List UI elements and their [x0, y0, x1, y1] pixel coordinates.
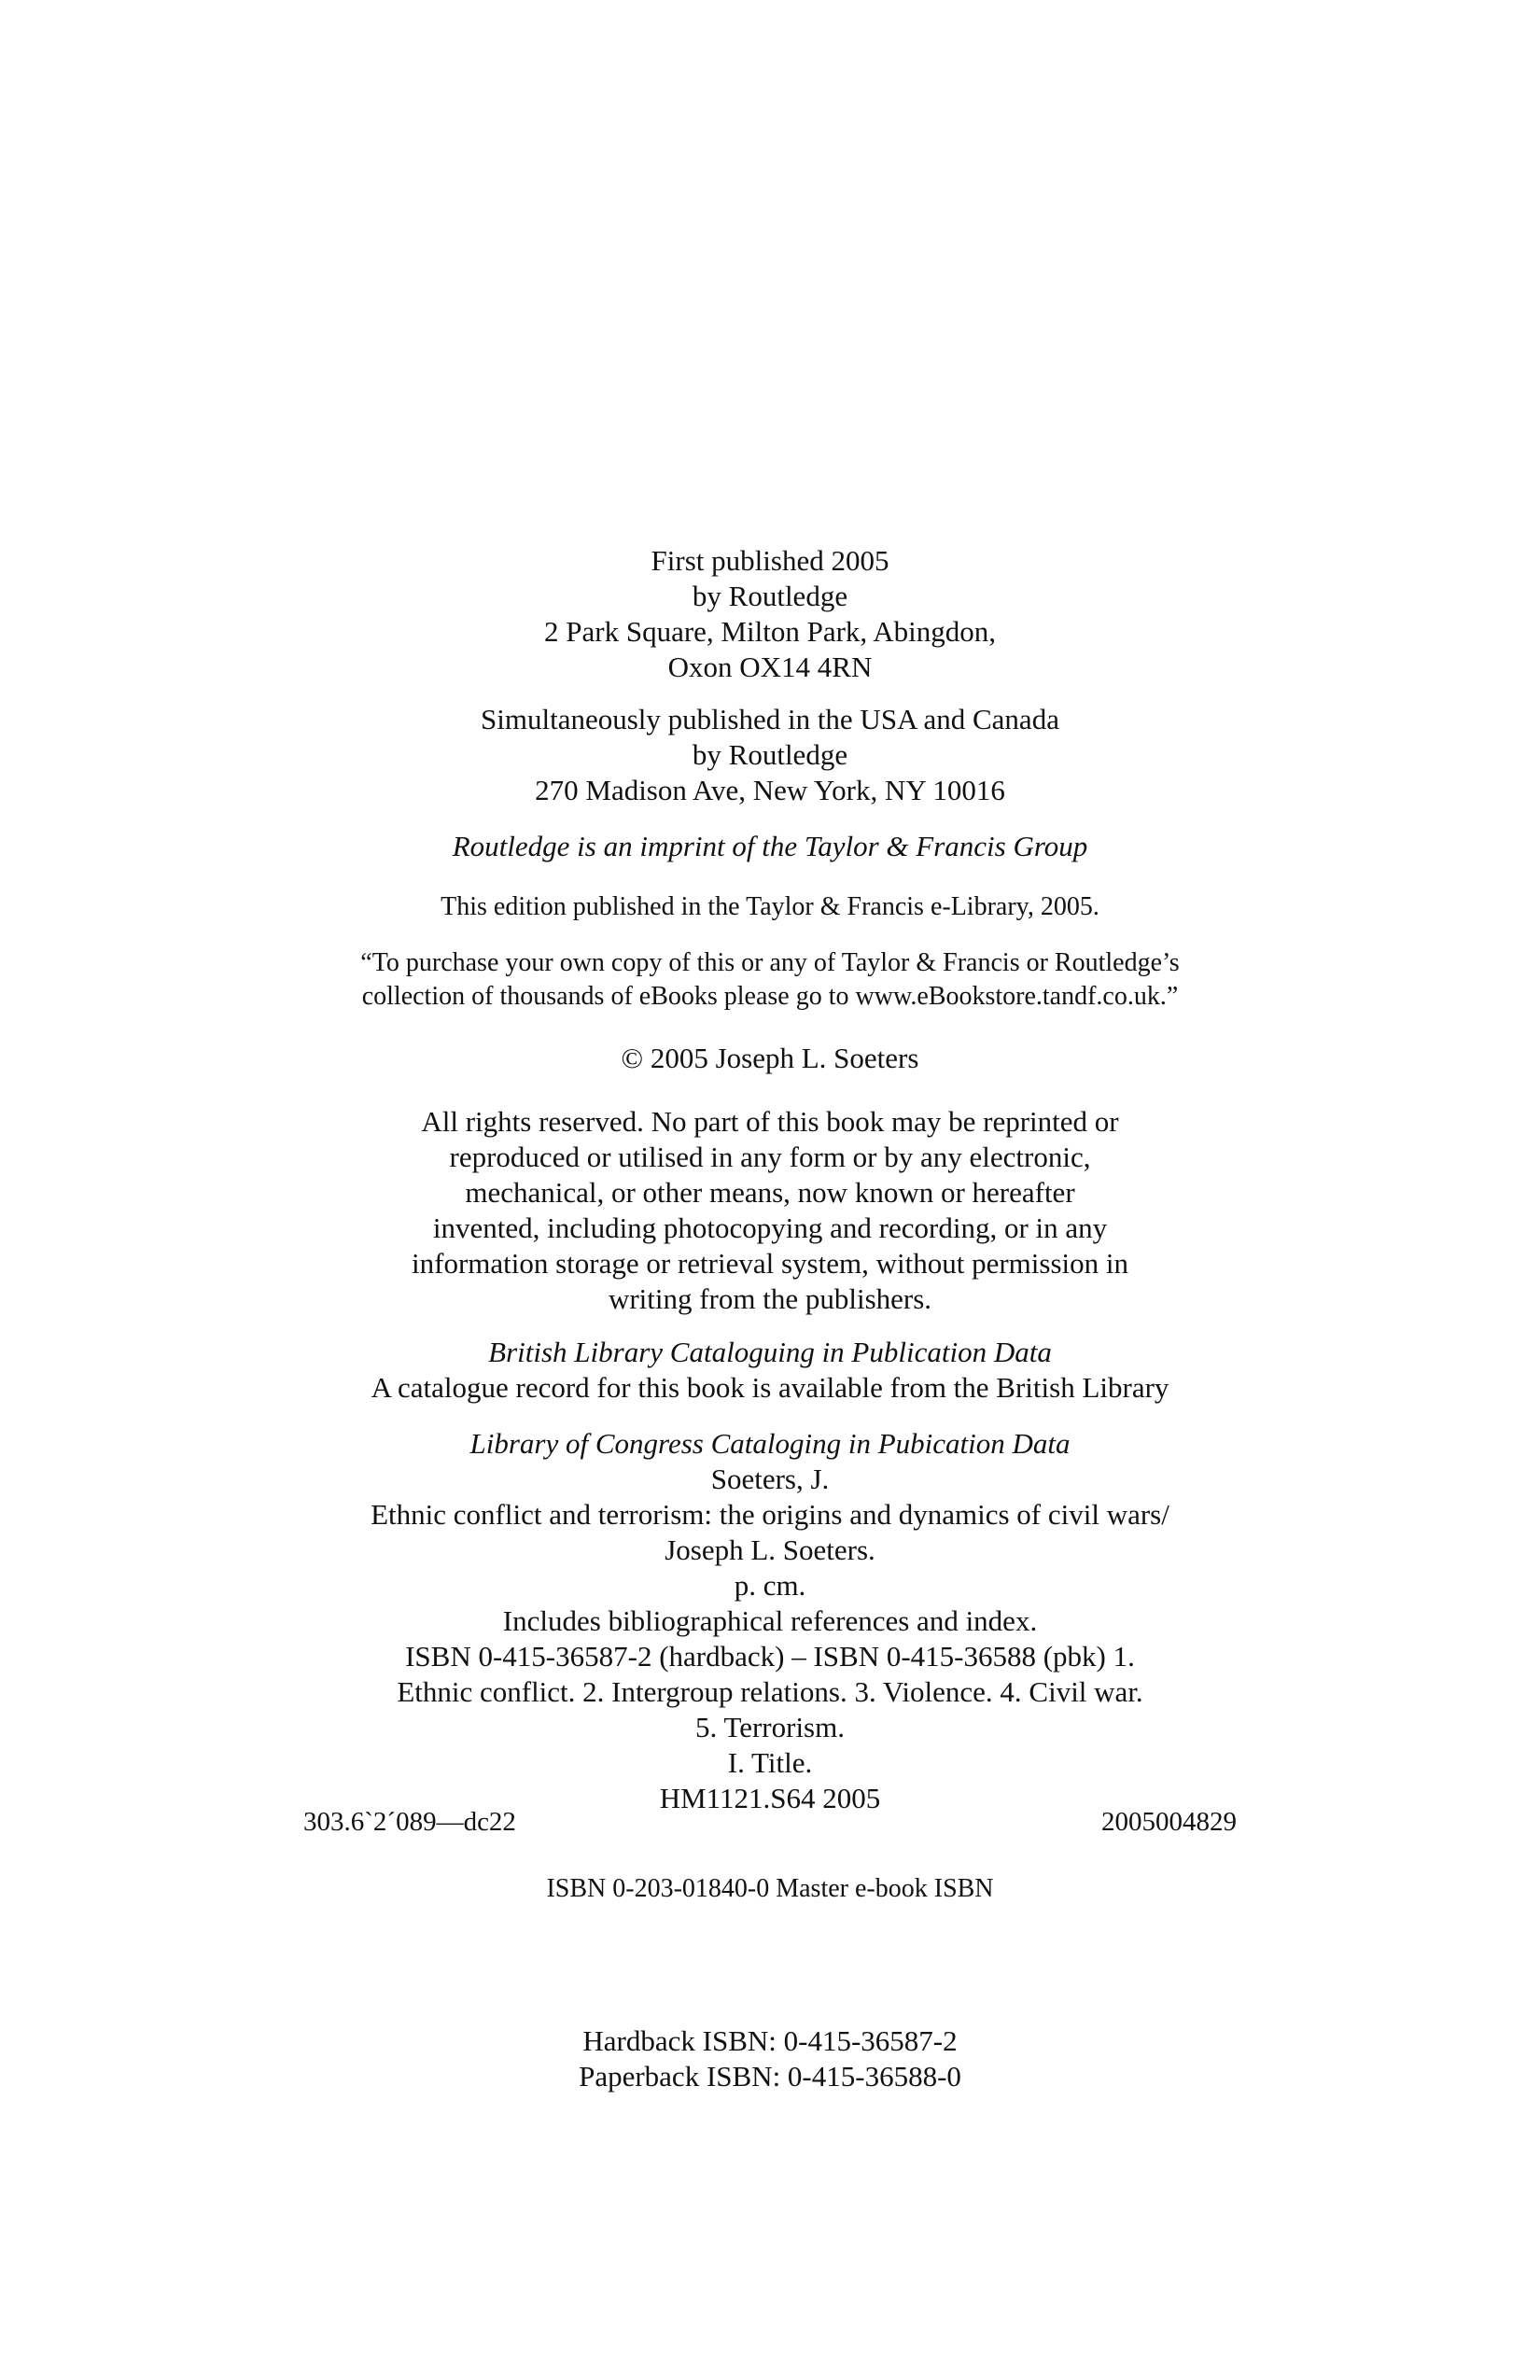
- copyright-line: © 2005 Joseph L. Soeters: [621, 1042, 919, 1074]
- rights-line-4: invented, including photocopying and recording, or in any: [432, 1211, 1108, 1244]
- loc-line-call-number: HM1121.S64 2005: [659, 1782, 881, 1814]
- copyright-notice: [271, 1041, 1269, 1076]
- first-published-block: [271, 543, 1269, 685]
- lccn-number: 2005004829: [1101, 1807, 1237, 1837]
- rights-line-3: mechanical, or other means, now known or hereafter: [465, 1176, 1075, 1209]
- purchase-note: [271, 946, 1269, 1014]
- hardback-isbn: Hardback ISBN: 0-415-36587-2: [582, 2024, 958, 2057]
- dewey-classification: 303.6`2´089—dc22: [303, 1807, 516, 1837]
- rights-line-5: information storage or retrieval system, without permission in: [412, 1247, 1128, 1280]
- library-of-congress-block: [271, 1426, 1269, 1816]
- address-line: 2 Park Square, Milton Park, Abingdon,: [544, 615, 996, 648]
- ebook-isbn-line: ISBN 0-203-01840-0 Master e-book ISBN: [546, 1874, 994, 1903]
- imprint-note: [271, 829, 1269, 864]
- us-address-line: 270 Madison Ave, New York, NY 10016: [535, 774, 1005, 806]
- rights-statement: [271, 1104, 1269, 1317]
- simultaneous-publication-block: [271, 702, 1269, 808]
- loc-line-pages: p. cm.: [734, 1569, 806, 1602]
- rights-line-6: writing from the publishers.: [608, 1282, 932, 1315]
- edition-line: This edition published in the Taylor & Francis e-Library, 2005.: [441, 892, 1099, 921]
- british-library-heading: British Library Cataloguing in Publication Data: [488, 1336, 1052, 1368]
- purchase-line-2: collection of thousands of eBooks please go to www.eBookstore.tandf.co.uk.”: [361, 982, 1179, 1011]
- loc-line-subjects: Ethnic conflict. 2. Intergroup relations. 3. Violence. 4. Civil war.: [397, 1675, 1143, 1708]
- rights-line-2: reproduced or utilised in any form or by any electronic,: [449, 1141, 1091, 1173]
- isbn-list: [271, 2023, 1269, 2094]
- ebook-isbn-block: [271, 1871, 1269, 1907]
- loc-line-isbn: ISBN 0-415-36587-2 (hardback) – ISBN 0-415-36588 (pbk) 1.: [405, 1640, 1135, 1673]
- loc-line-author: Soeters, J.: [710, 1463, 830, 1495]
- postcode-line: Oxon OX14 4RN: [667, 651, 873, 683]
- loc-heading: Library of Congress Cataloging in Pubication Data: [469, 1427, 1071, 1460]
- loc-line-author-full: Joseph L. Soeters.: [665, 1533, 875, 1566]
- us-publisher-line: by Routledge: [692, 738, 848, 771]
- loc-line-title: Ethnic conflict and terrorism: the origins and dynamics of civil wars/: [371, 1498, 1169, 1531]
- british-library-block: [271, 1335, 1269, 1406]
- loc-line-subject-5: 5. Terrorism.: [695, 1711, 845, 1743]
- cip-classification-row: [303, 1807, 1237, 1844]
- publisher-line: by Routledge: [692, 580, 848, 612]
- loc-line-title-entry: I. Title.: [727, 1746, 813, 1779]
- purchase-line-1: “To purchase your own copy of this or any of Taylor & Francis or Routledge’s: [360, 948, 1180, 977]
- rights-line-1: All rights reserved. No part of this book may be reprinted or: [421, 1105, 1119, 1138]
- paperback-isbn: Paperback ISBN: 0-415-36588-0: [579, 2060, 961, 2093]
- british-library-text: A catalogue record for this book is available from the British Library: [371, 1371, 1169, 1404]
- simultaneous-line: Simultaneously published in the USA and Canada: [481, 703, 1059, 735]
- first-published-line: First published 2005: [651, 544, 889, 577]
- loc-line-includes: Includes bibliographical references and index.: [502, 1604, 1038, 1637]
- edition-note: [271, 890, 1269, 924]
- imprint-line: Routledge is an imprint of the Taylor & Francis Group: [452, 830, 1088, 862]
